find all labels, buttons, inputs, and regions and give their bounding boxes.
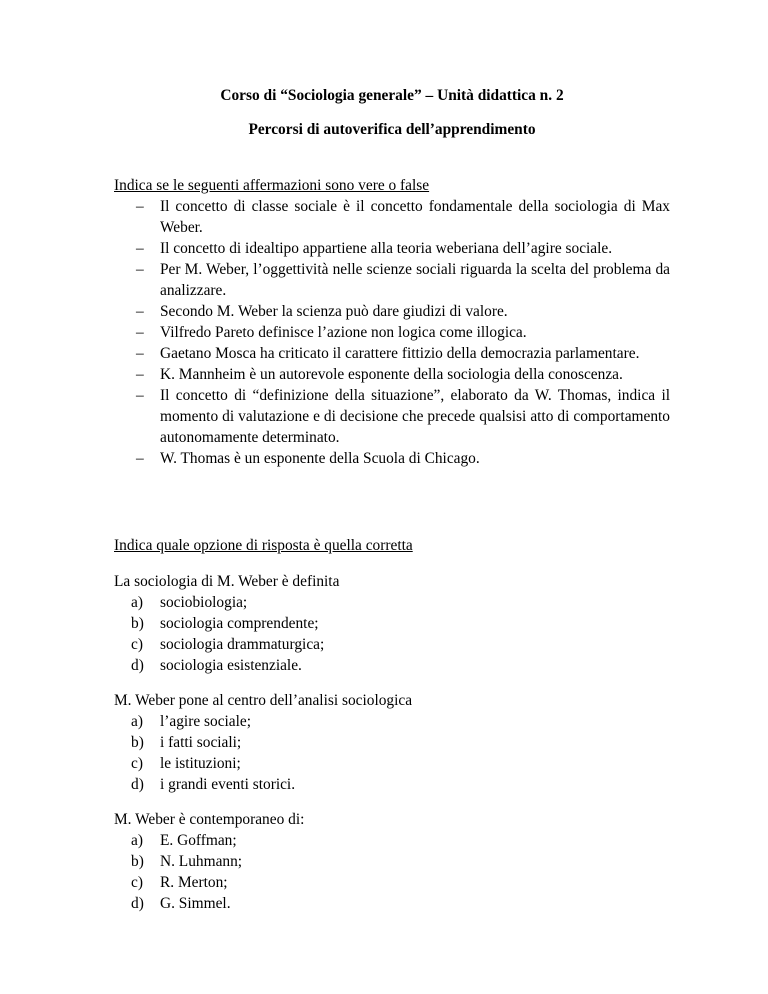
option-text: i grandi eventi storici. xyxy=(160,776,296,793)
dash-bullet: – xyxy=(136,303,144,320)
question-block xyxy=(114,690,670,795)
option-text: sociologia comprendente; xyxy=(160,615,319,632)
statement-text: K. Mannheim è un autorevole esponente della sociologia della conoscenza. xyxy=(160,366,623,383)
dash-bullet: – xyxy=(136,450,144,467)
option-letter: c) xyxy=(131,874,143,891)
option-letter: d) xyxy=(131,657,144,674)
dash-bullet: – xyxy=(136,366,144,383)
option-text: i fatti sociali; xyxy=(160,734,242,751)
question-block xyxy=(114,571,670,676)
statement-item xyxy=(114,364,670,385)
option-letter: d) xyxy=(131,895,144,912)
statement-item xyxy=(114,322,670,343)
statement-item xyxy=(114,259,670,301)
statement-text: Il concetto di classe sociale è il concetto fondamentale della sociologia di Max Weber. xyxy=(160,198,670,236)
statement-text: Il concetto di idealtipo appartiene alla teoria weberiana dell’agire sociale. xyxy=(160,240,613,257)
option-letter: a) xyxy=(131,594,143,611)
option-item xyxy=(114,893,670,914)
option-letter: d) xyxy=(131,776,144,793)
option-text: le istituzioni; xyxy=(160,755,241,772)
statement-item xyxy=(114,301,670,322)
option-item xyxy=(114,634,670,655)
option-letter: b) xyxy=(131,734,144,751)
option-text: R. Merton; xyxy=(160,874,228,891)
option-text: sociologia drammaturgica; xyxy=(160,636,325,653)
dash-bullet: – xyxy=(136,387,144,404)
options-list xyxy=(114,592,670,676)
option-text: E. Goffman; xyxy=(160,832,237,849)
option-text: G. Simmel. xyxy=(160,895,231,912)
option-letter: c) xyxy=(131,755,143,772)
option-item xyxy=(114,613,670,634)
statement-item xyxy=(114,385,670,448)
option-text: sociobiologia; xyxy=(160,594,248,611)
option-item xyxy=(114,774,670,795)
statement-text: W. Thomas è un esponente della Scuola di Chicago. xyxy=(160,450,480,467)
option-letter: a) xyxy=(131,713,143,730)
option-item xyxy=(114,711,670,732)
true-false-list xyxy=(114,196,670,469)
dash-bullet: – xyxy=(136,198,144,215)
option-letter: c) xyxy=(131,636,143,653)
question-block xyxy=(114,809,670,914)
option-letter: b) xyxy=(131,615,144,632)
option-item xyxy=(114,592,670,613)
dash-bullet: – xyxy=(136,345,144,362)
statement-item xyxy=(114,196,670,238)
question-text: M. Weber pone al centro dell’analisi sociologica xyxy=(114,692,413,709)
option-text: N. Luhmann; xyxy=(160,853,243,870)
dash-bullet: – xyxy=(136,240,144,257)
dash-bullet: – xyxy=(136,324,144,341)
option-letter: b) xyxy=(131,853,144,870)
statement-text: Vilfredo Pareto definisce l’azione non logica come illogica. xyxy=(160,324,527,341)
multiple-choice-heading: Indica quale opzione di risposta è quella corretta xyxy=(114,537,413,554)
statement-item xyxy=(114,448,670,469)
question-text: La sociologia di M. Weber è definita xyxy=(114,573,340,590)
options-list xyxy=(114,711,670,795)
option-item xyxy=(114,872,670,893)
dash-bullet: – xyxy=(136,261,144,278)
statement-text: Per M. Weber, l’oggettività nelle scienze sociali riguarda la scelta del problema da analizzare. xyxy=(160,261,670,299)
statement-text: Il concetto di “definizione della situazione”, elaborato da W. Thomas, indica il momento di valutazione e di decisione che precede qualsisi atto di comportamento autonomamente determinato. xyxy=(160,387,670,446)
statement-item xyxy=(114,238,670,259)
option-text: sociologia esistenziale. xyxy=(160,657,302,674)
statement-text: Gaetano Mosca ha criticato il carattere fittizio della democrazia parlamentare. xyxy=(160,345,640,362)
option-letter: a) xyxy=(131,832,143,849)
question-text: M. Weber è contemporaneo di: xyxy=(114,811,305,828)
option-item xyxy=(114,732,670,753)
option-item xyxy=(114,753,670,774)
options-list xyxy=(114,830,670,914)
course-title: Corso di “Sociologia generale” – Unità didattica n. 2 xyxy=(220,87,564,104)
true-false-heading: Indica se le seguenti affermazioni sono vere o false xyxy=(114,177,430,194)
option-item xyxy=(114,851,670,872)
option-item xyxy=(114,655,670,676)
statement-item xyxy=(114,343,670,364)
option-text: l’agire sociale; xyxy=(160,713,252,730)
statement-text: Secondo M. Weber la scienza può dare giudizi di valore. xyxy=(160,303,508,320)
document-subtitle: Percorsi di autoverifica dell’apprendimento xyxy=(248,121,536,138)
option-item xyxy=(114,830,670,851)
